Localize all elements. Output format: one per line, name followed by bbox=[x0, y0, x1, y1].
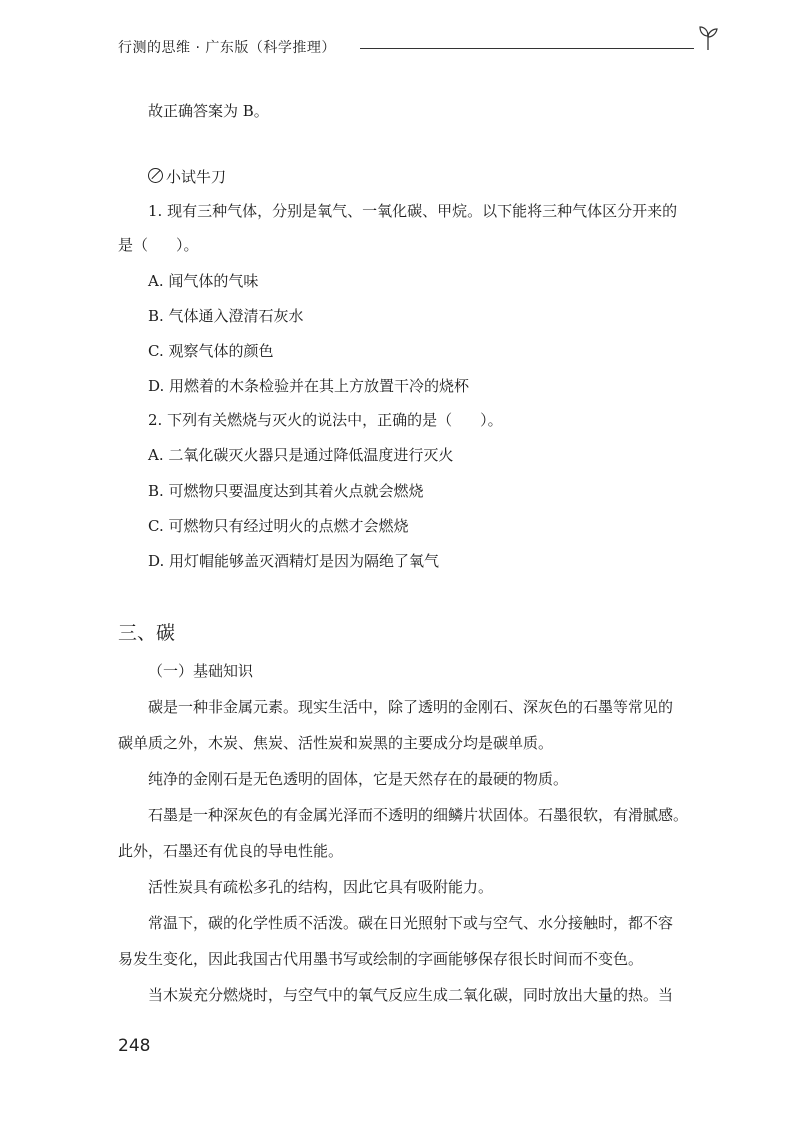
question-1-option-d: D. 用燃着的木条检验并在其上方放置干冷的烧杯 bbox=[148, 377, 470, 395]
paragraph-line: 碳是一种非金属元素。现实生活中，除了透明的金刚石、深灰色的石墨等常见的 bbox=[148, 698, 674, 716]
question-1-option-c: C. 观察气体的颜色 bbox=[148, 342, 274, 360]
paragraph-line: 碳单质之外，木炭、焦炭、活性炭和炭黑的主要成分均是碳单质。 bbox=[118, 734, 554, 752]
paragraph-line: 活性炭具有疏松多孔的结构，因此它具有吸附能力。 bbox=[148, 878, 494, 896]
question-2-option-c: C. 可燃物只有经过明火的点燃才会燃烧 bbox=[148, 517, 409, 535]
answer-line: 故正确答案为 B。 bbox=[148, 102, 269, 120]
practice-heading bbox=[148, 166, 226, 188]
question-1-stem: 1. 现有三种气体，分别是氧气、一氧化碳、甲烷。以下能将三种气体区分开来的 bbox=[148, 202, 678, 220]
question-2-stem-text: 2. 下列有关燃烧与灭火的说法中，正确的是（ bbox=[148, 411, 453, 429]
question-1-option-b: B. 气体通入澄清石灰水 bbox=[148, 307, 304, 325]
header-rule bbox=[360, 48, 694, 49]
question-2-option-a: A. 二氧化碳灭火器只是通过降低温度进行灭火 bbox=[148, 446, 454, 464]
question-2-option-d: D. 用灯帽能够盖灭酒精灯是因为隔绝了氧气 bbox=[148, 552, 440, 570]
practice-heading-text: 小试牛刀 bbox=[166, 168, 227, 186]
question-2-stem bbox=[148, 409, 503, 431]
paragraph-line: 当木炭充分燃烧时，与空气中的氧气反应生成二氧化碳，同时放出大量的热。当 bbox=[148, 986, 674, 1004]
paragraph-line: 常温下，碳的化学性质不活泼。碳在日光照射下或与空气、水分接触时，都不容 bbox=[148, 914, 674, 932]
paragraph-line: 此外，石墨还有优良的导电性能。 bbox=[118, 842, 344, 860]
question-1-blank-close: ）。 bbox=[176, 236, 199, 254]
page-number: 248 bbox=[118, 1036, 151, 1056]
section-title: 三、碳 bbox=[118, 622, 176, 644]
question-2-option-b: B. 可燃物只要温度达到其着火点就会燃烧 bbox=[148, 482, 424, 500]
question-1-blank-open: 是（ bbox=[118, 236, 149, 254]
paragraph-line: 纯净的金刚石是无色透明的固体，它是天然存在的最硬的物质。 bbox=[148, 770, 569, 788]
question-1-stem-cont bbox=[118, 234, 199, 256]
paragraph-line: 易发生变化，因此我国古代用墨书写或绘制的字画能够保存很长时间而不变色。 bbox=[118, 950, 644, 968]
header-title: 行测的思维 · 广东版（科学推理） bbox=[118, 40, 336, 56]
paragraph-line: 石墨是一种深灰色的有金属光泽而不透明的细鳞片状固体。石墨很软，有滑腻感。 bbox=[148, 806, 689, 824]
question-1-option-a: A. 闻气体的气味 bbox=[148, 272, 259, 290]
sprout-icon bbox=[694, 24, 722, 52]
practice-icon bbox=[148, 168, 163, 183]
question-2-blank-close: ）。 bbox=[480, 411, 503, 429]
running-header bbox=[118, 38, 718, 62]
subsection-title: （一）基础知识 bbox=[148, 662, 254, 680]
